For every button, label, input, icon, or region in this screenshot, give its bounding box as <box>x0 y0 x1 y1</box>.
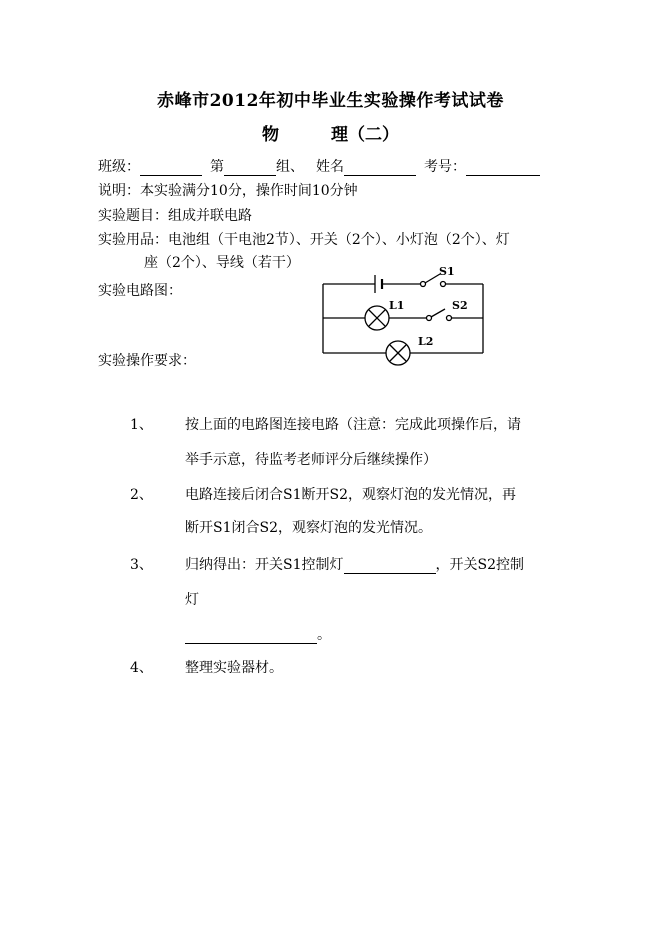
item-3-text-b: ，开关S2控制 <box>435 557 524 573</box>
exam-no-label: 考号： <box>424 159 466 175</box>
name-blank[interactable] <box>344 161 416 176</box>
item-3-line-2: 灯 <box>185 592 199 608</box>
circuit-label: 实验电路图： <box>98 283 182 299</box>
item-2-line-1: 电路连接后闭合S1断开S2，观察灯泡的发光情况，再 <box>185 487 516 503</box>
item-4-number: 4、 <box>130 660 153 676</box>
item-3-text-a: 归纳得出：开关S1控制灯 <box>185 557 344 573</box>
item-3-line-1 <box>185 554 524 574</box>
item-1-number: 1、 <box>130 417 153 433</box>
class-label: 班级： <box>98 159 140 175</box>
exam-subtitle <box>0 120 661 145</box>
item-3-end: 。 <box>317 627 331 643</box>
circuit-diagram <box>315 262 490 374</box>
l2-label: L2 <box>418 335 434 348</box>
s2-label: S2 <box>452 299 468 312</box>
s1-label: S1 <box>439 265 455 278</box>
class-blank[interactable] <box>140 161 202 176</box>
answer-blank-s1[interactable] <box>344 559 436 574</box>
subtitle-left: 物 <box>262 125 279 145</box>
l1-label: L1 <box>389 299 405 312</box>
note-line: 说明：本实验满分10分，操作时间10分钟 <box>98 183 358 199</box>
materials-line-2: 座（2个）、导线（若干） <box>144 255 300 271</box>
item-2-line-2: 断开S1闭合S2，观察灯泡的发光情况。 <box>185 520 432 536</box>
s2-left-terminal <box>427 316 432 321</box>
seat-blank[interactable] <box>224 161 276 176</box>
materials-line-1: 实验用品：电池组（干电池2节）、开关（2个）、小灯泡（2个）、灯 <box>98 232 510 248</box>
name-label: 姓名 <box>316 159 344 175</box>
answer-blank-s2[interactable] <box>185 629 317 644</box>
s2-blade <box>431 309 445 317</box>
topic-line: 实验题目：组成并联电路 <box>98 208 252 224</box>
item-3-number: 3、 <box>130 557 153 573</box>
s1-left-terminal <box>421 282 426 287</box>
item-3-line-3 <box>185 624 331 644</box>
seat-prefix: 第 <box>210 159 224 175</box>
s2-right-terminal <box>447 316 452 321</box>
student-info-line <box>98 156 540 176</box>
s1-blade <box>425 274 440 283</box>
exam-no-blank[interactable] <box>466 161 540 176</box>
item-1-line-1: 按上面的电路图连接电路（注意：完成此项操作后，请 <box>185 417 521 433</box>
item-4-line-1: 整理实验器材。 <box>185 660 283 676</box>
item-1-line-2: 举手示意，待监考老师评分后继续操作） <box>185 452 437 468</box>
subtitle-right: 理（二） <box>331 125 399 145</box>
s1-right-terminal <box>441 282 446 287</box>
item-2-number: 2、 <box>130 487 153 503</box>
seat-suffix: 组、 <box>276 159 304 175</box>
exam-title: 赤峰市2012年初中毕业生实验操作考试试卷 <box>157 91 504 111</box>
requirements-label: 实验操作要求： <box>98 353 196 369</box>
